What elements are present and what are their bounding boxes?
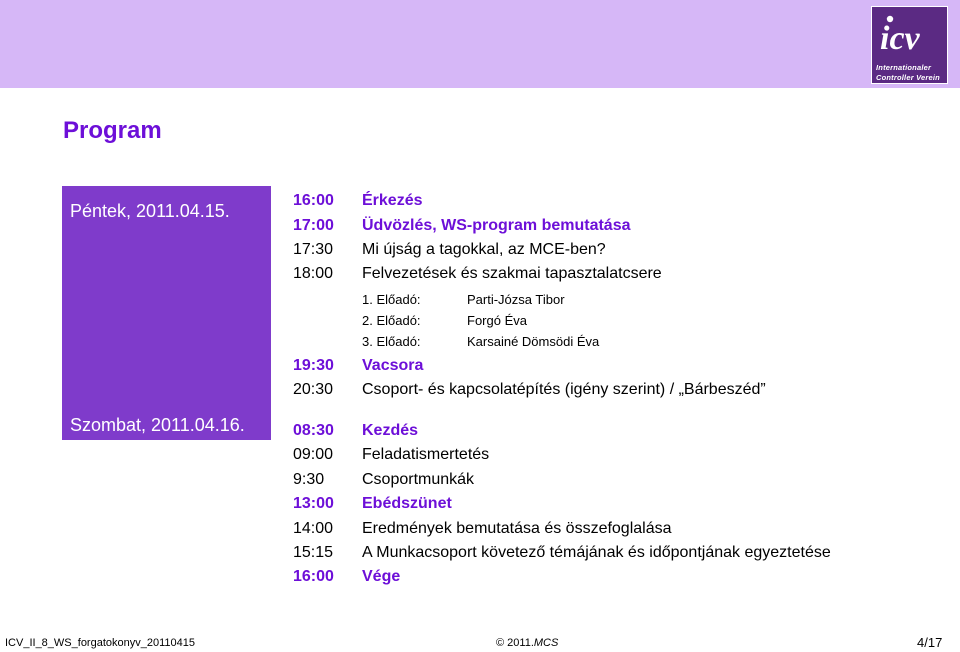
- schedule-time: 13:00: [293, 495, 334, 512]
- schedule-time: 16:00: [293, 192, 334, 209]
- schedule-event: Üdvözlés, WS-program bemutatása: [362, 217, 631, 234]
- logo-text-line1: Internationaler: [876, 63, 932, 72]
- schedule-time: 08:30: [293, 422, 334, 439]
- copyright-org: MCS: [533, 637, 559, 649]
- presenter-number: 2. Előadó:: [362, 313, 421, 328]
- schedule-time: 20:30: [293, 381, 334, 398]
- schedule-time: 14:00: [293, 520, 334, 537]
- schedule-event: Vége: [362, 568, 401, 585]
- day-panel: [62, 186, 271, 440]
- copyright-text: © 2011.: [496, 637, 534, 649]
- page-title: Program: [63, 117, 162, 144]
- schedule-event: Kezdés: [362, 422, 419, 439]
- schedule-event: Érkezés: [362, 192, 423, 209]
- icv-logo: [871, 6, 948, 84]
- presenter-number: 1. Előadó:: [362, 292, 421, 307]
- schedule-time: 09:00: [293, 446, 334, 463]
- schedule-event: Vacsora: [362, 357, 424, 374]
- footer-filename: ICV_II_8_WS_forgatokonyv_20110415: [5, 637, 195, 649]
- schedule-event: Felvezetések és szakmai tapasztalatcsere: [362, 265, 662, 282]
- schedule-time: 17:30: [293, 241, 334, 258]
- logo-mark-text: icv: [880, 20, 920, 57]
- day-label-saturday: Szombat, 2011.04.16.: [70, 415, 245, 435]
- presenter-name: Parti-Józsa Tibor: [467, 292, 565, 307]
- day-label-friday: Péntek, 2011.04.15.: [70, 201, 230, 221]
- icv-logo-icon: [876, 9, 945, 59]
- schedule-event: Mi újság a tagokkal, az MCE-ben?: [362, 241, 606, 258]
- schedule-time: 18:00: [293, 265, 334, 282]
- presenter-name: Forgó Éva: [467, 313, 527, 328]
- schedule-event: Ebédszünet: [362, 495, 452, 512]
- schedule-time: 17:00: [293, 217, 334, 234]
- logo-text-line2: Controller Verein: [876, 73, 940, 82]
- schedule-time: 9:30: [293, 471, 325, 488]
- schedule-event: Csoport- és kapcsolatépítés (igény szerint) / „Bárbeszéd”: [362, 381, 766, 398]
- schedule-event: A Munkacsoport követező témájának és időpontjának egyeztetése: [362, 544, 831, 561]
- schedule-time: 16:00: [293, 568, 334, 585]
- footer-page-number: 4/17: [917, 635, 943, 650]
- footer-copyright: [496, 637, 558, 649]
- schedule-time: 15:15: [293, 544, 334, 561]
- schedule-time: 19:30: [293, 357, 334, 374]
- schedule-event: Feladatismertetés: [362, 446, 490, 463]
- header-bar: [0, 0, 960, 88]
- schedule-event: Csoportmunkák: [362, 471, 475, 488]
- presenter-name: Karsainé Dömsödi Éva: [467, 334, 600, 349]
- presenter-number: 3. Előadó:: [362, 334, 421, 349]
- schedule-event: Eredmények bemutatása és összefoglalása: [362, 520, 672, 537]
